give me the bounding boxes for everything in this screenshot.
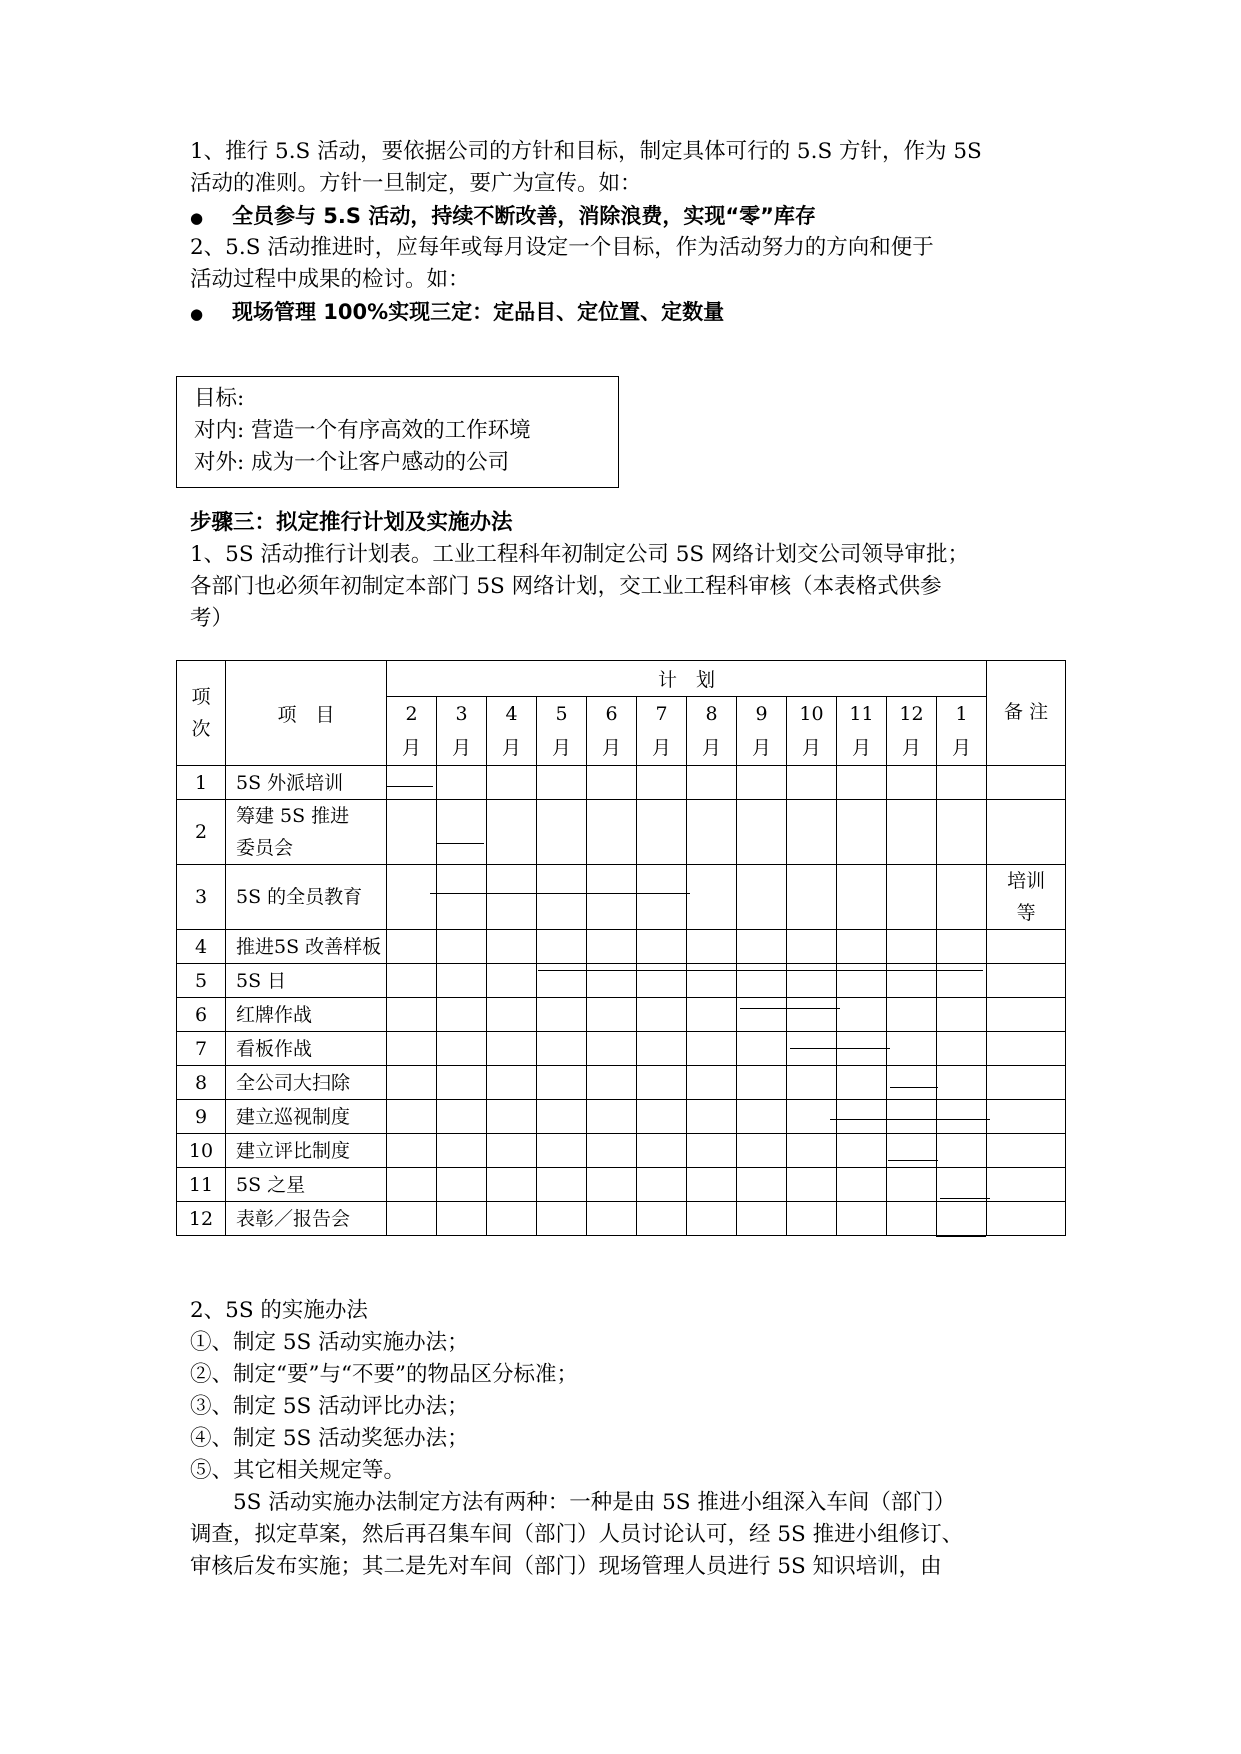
month-unit: 月 [751,737,771,759]
month-unit: 月 [901,737,921,759]
row-remark [987,998,1066,1032]
plan-cell [937,930,987,964]
plan-cell [837,865,887,930]
month-unit: 月 [401,737,421,759]
plan-cell [837,998,887,1032]
plan-cell [437,998,487,1032]
bar-row-6 [790,1048,890,1049]
plan-cell [737,1168,787,1202]
goal-inner: 对内: 营造一个有序高效的工作环境 [194,418,531,443]
plan-cell [937,1066,987,1100]
row-index: 12 [177,1202,226,1236]
plan-cell [737,800,787,865]
plan-cell [387,1168,437,1202]
plan-cell [737,998,787,1032]
plan-cell [937,1134,987,1168]
month-number: 10 [799,703,824,725]
plan-cell [437,964,487,998]
plan-cell [637,1066,687,1100]
bullet-policy-text: 全员参与 5.S 活动，持续不断改善，消除浪费，实现“零”库存 [232,204,816,228]
plan-cell [587,800,637,865]
plan-cell [687,800,737,865]
goal-title: 目标: [194,386,245,411]
bar-row-2 [436,843,484,844]
row-index: 9 [177,1100,226,1134]
row-remark [987,1134,1066,1168]
table-row [177,930,1066,964]
plan-cell [487,930,537,964]
method-item: ②、制定“要”与“不要”的物品区分标准； [190,1362,578,1387]
plan-cell [387,1066,437,1100]
intro-line-3: 2、5.S 活动推进时，应每年或每月设定一个目标，作为活动努力的方向和便于 [190,235,934,260]
month-unit: 月 [701,737,721,759]
month-header [487,697,537,766]
plan-cell [887,1100,937,1134]
plan-cell [487,1134,537,1168]
plan-cell [687,1168,737,1202]
plan-cell [487,1032,537,1066]
plan-cell [937,1168,987,1202]
plan-cell [437,1066,487,1100]
bar-row-7 [890,1087,938,1088]
month-header [837,697,887,766]
month-unit: 月 [601,737,621,759]
plan-cell [887,1066,937,1100]
plan-cell [537,766,587,800]
month-number: 2 [405,703,418,725]
month-unit: 月 [801,737,821,759]
plan-cell [537,930,587,964]
plan-cell [587,766,637,800]
step3-line-2: 各部门也必须年初制定本部门 5S 网络计划，交工业工程科审核（本表格式供参 [190,574,942,599]
plan-cell [687,1100,737,1134]
plan-cell [687,964,737,998]
plan-cell [637,865,687,930]
plan-cell [787,1100,837,1134]
row-item-name: 红牌作战 [226,998,387,1032]
table-row [177,1168,1066,1202]
method-item: ①、制定 5S 活动实施办法； [190,1330,469,1355]
month-number: 4 [505,703,518,725]
row-remark [987,1202,1066,1236]
plan-cell [537,1168,587,1202]
plan-cell [887,930,937,964]
row-index: 6 [177,998,226,1032]
plan-cell [437,1202,487,1236]
row-remark [987,1168,1066,1202]
methods-para-line-2: 调查，拟定草案，然后再召集车间（部门）人员讨论认可，经 5S 推进小组修订、 [190,1522,964,1547]
plan-cell [587,998,637,1032]
plan-cell [487,964,537,998]
row-item-name: 看板作战 [226,1032,387,1066]
plan-cell [837,1100,887,1134]
table-row [177,1134,1066,1168]
plan-table [176,660,1066,1236]
intro-line-1: 1、推行 5.S 活动，要依据公司的方针和目标，制定具体可行的 5.S 方针，作为 5S [190,139,982,164]
row-item-name: 5S 日 [226,964,387,998]
month-number: 12 [899,703,924,725]
row-remark [987,1066,1066,1100]
row-item-name: 筹建 5S 推进委员会 [226,800,387,865]
plan-cell [687,1202,737,1236]
plan-cell [887,1168,937,1202]
plan-cell [837,1202,887,1236]
plan-cell [387,766,437,800]
methods-para-line-1: 5S 活动实施办法制定方法有两种：一种是由 5S 推进小组深入车间（部门） [190,1490,956,1515]
row-index: 2 [177,800,226,865]
plan-cell [487,766,537,800]
plan-cell [437,930,487,964]
plan-cell [637,1202,687,1236]
plan-cell [587,930,637,964]
month-number: 9 [755,703,768,725]
bullet-target [190,296,724,330]
method-item: ⑤、其它相关规定等。 [190,1458,406,1483]
methods-heading: 2、5S 的实施办法 [190,1298,368,1323]
plan-cell [687,1134,737,1168]
plan-cell [887,998,937,1032]
plan-cell [387,1100,437,1134]
plan-cell [387,800,437,865]
plan-cell [387,964,437,998]
row-item-name: 建立巡视制度 [226,1100,387,1134]
plan-cell [637,1032,687,1066]
bar-row-4 [538,970,983,971]
table-row [177,1202,1066,1236]
step3-line-1: 1、5S 活动推行计划表。工业工程科年初制定公司 5S 网络计划交公司领导审批； [190,542,970,567]
table-row [177,1032,1066,1066]
plan-cell [687,930,737,964]
plan-cell [787,964,837,998]
methods-para-line-3: 审核后发布实施；其二是先对车间（部门）现场管理人员进行 5S 知识培训，由 [190,1554,942,1579]
plan-cell [737,865,787,930]
table-row [177,1100,1066,1134]
intro-line-2: 活动的准则。方针一旦制定，要广为宣传。如： [190,171,642,196]
plan-cell [587,1168,637,1202]
plan-cell [687,865,737,930]
month-unit: 月 [851,737,871,759]
plan-cell [737,766,787,800]
month-header [887,697,937,766]
plan-cell [637,1168,687,1202]
plan-cell [887,766,937,800]
bar-row-3b [536,929,737,930]
row-remark [987,964,1066,998]
bullet-target-text: 现场管理 100%实现三定：定品目、定位置、定数量 [232,300,725,324]
plan-cell [937,1032,987,1066]
plan-cell [487,998,537,1032]
plan-cell [737,1202,787,1236]
plan-cell [887,1032,937,1066]
plan-cell [687,998,737,1032]
plan-cell [587,1134,637,1168]
intro-line-4: 活动过程中成果的检讨。如： [190,267,470,292]
plan-cell [787,1066,837,1100]
plan-cell [787,1202,837,1236]
plan-cell [737,1066,787,1100]
table-row [177,998,1066,1032]
row-index: 3 [177,865,226,930]
plan-cell [487,800,537,865]
plan-cell [837,1168,887,1202]
plan-cell [637,766,687,800]
step3-line-3: 考） [190,606,234,631]
month-header [537,697,587,766]
plan-cell [537,998,587,1032]
plan-cell [787,766,837,800]
plan-cell [537,1202,587,1236]
plan-cell [537,1032,587,1066]
month-header [387,697,437,766]
plan-cell [887,800,937,865]
plan-cell [887,1134,937,1168]
table-row [177,865,1066,930]
plan-cell [537,1066,587,1100]
bar-row-11 [936,1236,986,1237]
plan-cell [937,1100,987,1134]
month-header [937,697,987,766]
plan-cell [787,998,837,1032]
plan-cell [437,1032,487,1066]
row-remark [987,766,1066,800]
plan-cell [637,1134,687,1168]
plan-cell [737,964,787,998]
goal-outer: 对外: 成为一个让客户感动的公司 [194,450,510,475]
plan-cell [937,766,987,800]
plan-cell [587,1066,637,1100]
plan-cell [537,800,587,865]
plan-cell [437,865,487,930]
plan-cell [387,998,437,1032]
month-header [687,697,737,766]
bullet-policy [190,200,816,234]
table-row [177,800,1066,865]
plan-cell [387,1032,437,1066]
row-item-name: 推进5S 改善样板 [226,930,387,964]
row-remark [987,800,1066,865]
plan-cell [887,1202,937,1236]
header-index: 项次 [177,661,226,766]
month-unit: 月 [651,737,671,759]
bullet-dot-icon: ● [190,209,204,227]
plan-cell [437,1168,487,1202]
plan-cell [687,1066,737,1100]
plan-cell [737,1100,787,1134]
header-plan: 计 划 [387,661,987,697]
bar-row-10 [940,1198,990,1199]
plan-cell [537,1134,587,1168]
plan-cell [437,766,487,800]
plan-cell [537,865,587,930]
month-number: 8 [705,703,718,725]
bar-row-3a [430,893,690,894]
plan-cell [437,1134,487,1168]
method-item: ④、制定 5S 活动奖惩办法； [190,1426,469,1451]
plan-cell [637,1100,687,1134]
row-item-name: 5S 外派培训 [226,766,387,800]
plan-cell [787,1168,837,1202]
plan-cell [737,1032,787,1066]
row-item-name: 5S 之星 [226,1168,387,1202]
plan-cell [837,930,887,964]
plan-cell [837,1134,887,1168]
plan-cell [637,998,687,1032]
bar-row-8 [830,1119,990,1120]
header-remark: 备 注 [987,661,1066,766]
plan-cell [387,1202,437,1236]
plan-cell [487,1100,537,1134]
plan-cell [387,930,437,964]
plan-cell [537,964,587,998]
plan-cell [387,865,437,930]
row-remark [987,930,1066,964]
row-index: 11 [177,1168,226,1202]
plan-cell [687,766,737,800]
row-remark: 培训等 [987,865,1066,930]
month-unit: 月 [952,737,972,759]
plan-cell [787,865,837,930]
plan-cell [487,1202,537,1236]
plan-cell [487,1066,537,1100]
plan-cell [787,1134,837,1168]
table-row [177,766,1066,800]
plan-cell [737,1134,787,1168]
table-row [177,964,1066,998]
plan-cell [587,1032,637,1066]
plan-cell [937,964,987,998]
row-remark [987,1032,1066,1066]
plan-cell [937,1202,987,1236]
plan-cell [837,964,887,998]
plan-cell [637,930,687,964]
month-header [637,697,687,766]
row-remark [987,1100,1066,1134]
goal-box [176,376,619,488]
month-number: 7 [655,703,668,725]
method-item: ③、制定 5S 活动评比办法； [190,1394,469,1419]
row-index: 4 [177,930,226,964]
row-index: 7 [177,1032,226,1066]
row-index: 5 [177,964,226,998]
month-number: 3 [455,703,468,725]
plan-cell [937,998,987,1032]
month-unit: 月 [451,737,471,759]
month-number: 1 [955,703,968,725]
plan-cell [637,964,687,998]
plan-cell [837,1066,887,1100]
plan-cell [737,930,787,964]
plan-cell [387,1134,437,1168]
row-index: 8 [177,1066,226,1100]
month-number: 6 [605,703,618,725]
plan-cell [837,766,887,800]
row-item-name: 建立评比制度 [226,1134,387,1168]
step3-heading: 步骤三：拟定推行计划及实施办法 [190,510,513,535]
plan-cell [787,800,837,865]
row-item-name: 5S 的全员教育 [226,865,387,930]
plan-cell [787,930,837,964]
plan-cell [937,865,987,930]
bullet-dot-icon: ● [190,305,204,323]
plan-cell [887,964,937,998]
bar-row-5 [740,1008,840,1009]
row-index: 10 [177,1134,226,1168]
month-number: 5 [555,703,568,725]
month-unit: 月 [501,737,521,759]
month-header [437,697,487,766]
month-header [787,697,837,766]
plan-cell [587,865,637,930]
plan-cell [937,800,987,865]
plan-cell [487,1168,537,1202]
plan-cell [837,800,887,865]
bar-row-1 [386,786,433,787]
plan-cell [537,1100,587,1134]
row-item-name: 表彰／报告会 [226,1202,387,1236]
bar-row-9 [888,1160,938,1161]
row-item-name: 全公司大扫除 [226,1066,387,1100]
plan-cell [437,800,487,865]
row-index: 1 [177,766,226,800]
plan-cell [637,800,687,865]
plan-cell [687,1032,737,1066]
table-row [177,1066,1066,1100]
header-item: 项 目 [226,661,387,766]
month-header [737,697,787,766]
plan-cell [887,865,937,930]
plan-cell [437,1100,487,1134]
plan-cell [487,865,537,930]
plan-cell [587,1202,637,1236]
month-unit: 月 [551,737,571,759]
month-header [587,697,637,766]
plan-cell [587,1100,637,1134]
month-number: 11 [849,703,874,725]
plan-cell [587,964,637,998]
